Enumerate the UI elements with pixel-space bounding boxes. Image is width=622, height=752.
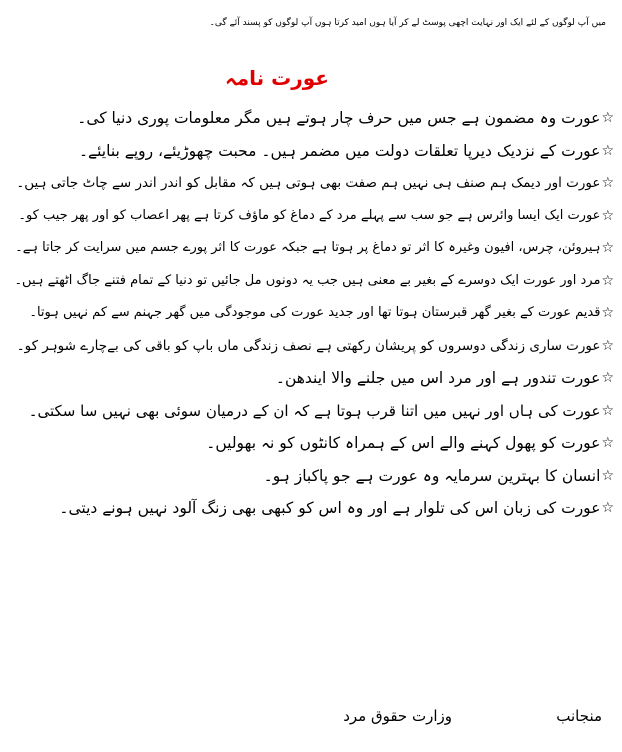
list-item (9, 135, 614, 168)
list-item (9, 232, 614, 265)
intro-text: میں آپ لوگوں کے لئے ایک اور نہایت اچھی پوسٹ لے کر آیا ہوں امید کرتا ہوں آپ لوگوں کو پسند آئے گی۔ (209, 18, 606, 28)
star-icon: ☆ (601, 110, 614, 126)
list-item (9, 167, 614, 200)
list-item (9, 362, 614, 395)
star-icon: ☆ (601, 142, 614, 159)
quotes-list (9, 102, 614, 525)
star-icon: ☆ (601, 272, 614, 289)
list-item (9, 492, 614, 525)
star-icon: ☆ (601, 207, 614, 224)
list-item (9, 427, 614, 460)
star-icon: ☆ (601, 467, 614, 484)
quote-text: عورت ایک ایسا وائرس ہے جو سب سے پہلے مرد کے دماغ کو ماؤف کرتا ہے پھر اعصاب کو اور پھر جیب کو۔ (18, 207, 601, 223)
star-icon: ☆ (601, 337, 614, 354)
quote-text: انسان کا بہترین سرمایہ وہ عورت ہے جو پاکباز ہو۔ (263, 466, 601, 485)
quote-text: عورت کو پھول کہنے والے اس کے ہمراہ کانٹوں کو نہ بھولیں۔ (206, 434, 601, 452)
list-item (9, 460, 614, 493)
star-icon: ☆ (601, 175, 614, 191)
signature-label: منجانب (556, 707, 602, 725)
star-icon: ☆ (601, 305, 614, 321)
star-icon: ☆ (601, 370, 614, 386)
page-title: عورت نامہ (225, 66, 329, 90)
quote-text: ہیروئن، چرس، افیون وغیرہ کا اثر تو دماغ پر ہوتا ہے جبکہ عورت کا اثر پورے جسم میں سرایت کر جاتا ہے۔ (15, 240, 601, 255)
list-item (9, 297, 614, 330)
quote-text: قدیم عورت کے بغیر گھر قبرستان ہوتا تھا اور جدید عورت کی موجودگی میں گھر جہنم سے کم نہیں ہوتا۔ (29, 305, 601, 320)
list-item (9, 265, 614, 298)
star-icon: ☆ (601, 500, 614, 516)
quote-text: عورت کی ہاں اور نہیں میں اتنا قرب ہوتا ہے کہ ان کے درمیان سوئی بھی نہیں سا سکتی۔ (28, 401, 601, 420)
star-icon: ☆ (601, 435, 614, 451)
list-item (9, 330, 614, 363)
star-icon: ☆ (601, 402, 614, 419)
quote-text: مرد اور عورت ایک دوسرے کے بغیر بے معنی ہیں جب یہ دونوں مل جائیں تو دنیا کے تمام فتنے جاگ اٹھتے ہیں۔ (14, 272, 601, 288)
signature-name: وزارت حقوق مرد (343, 707, 452, 725)
quote-text: عورت وہ مضمون ہے جس میں حرف چار ہوتے ہیں مگر معلومات پوری دنیا کی۔ (77, 109, 601, 127)
quote-text: عورت ساری زندگی دوسروں کو پریشان رکھتی ہے نصف زندگی ماں باپ کو باقی کی بےچارے شوہر کو۔ (16, 337, 601, 354)
quote-text: عورت کی زبان اس کی تلوار ہے اور وہ اس کو کبھی بھی زنگ آلود نہیں ہونے دیتی۔ (59, 499, 601, 517)
quote-text: عورت اور دیمک ہم صنف ہی نہیں ہم صفت بھی ہوتی ہیں کہ مقابل کو اندر اندر سے چاٹ جاتی ہیں۔ (16, 175, 601, 191)
star-icon: ☆ (601, 240, 614, 256)
list-item (9, 102, 614, 135)
quote-text: عورت کے نزدیک دیرپا تعلقات دولت میں مضمر ہیں۔ محبت چھوڑیئے، روپے بنایئے۔ (78, 141, 601, 160)
list-item (9, 200, 614, 233)
quote-text: عورت تندور ہے اور مرد اس میں جلنے والا ایندھن۔ (275, 369, 601, 387)
signature-line (0, 700, 622, 732)
list-item (9, 395, 614, 428)
